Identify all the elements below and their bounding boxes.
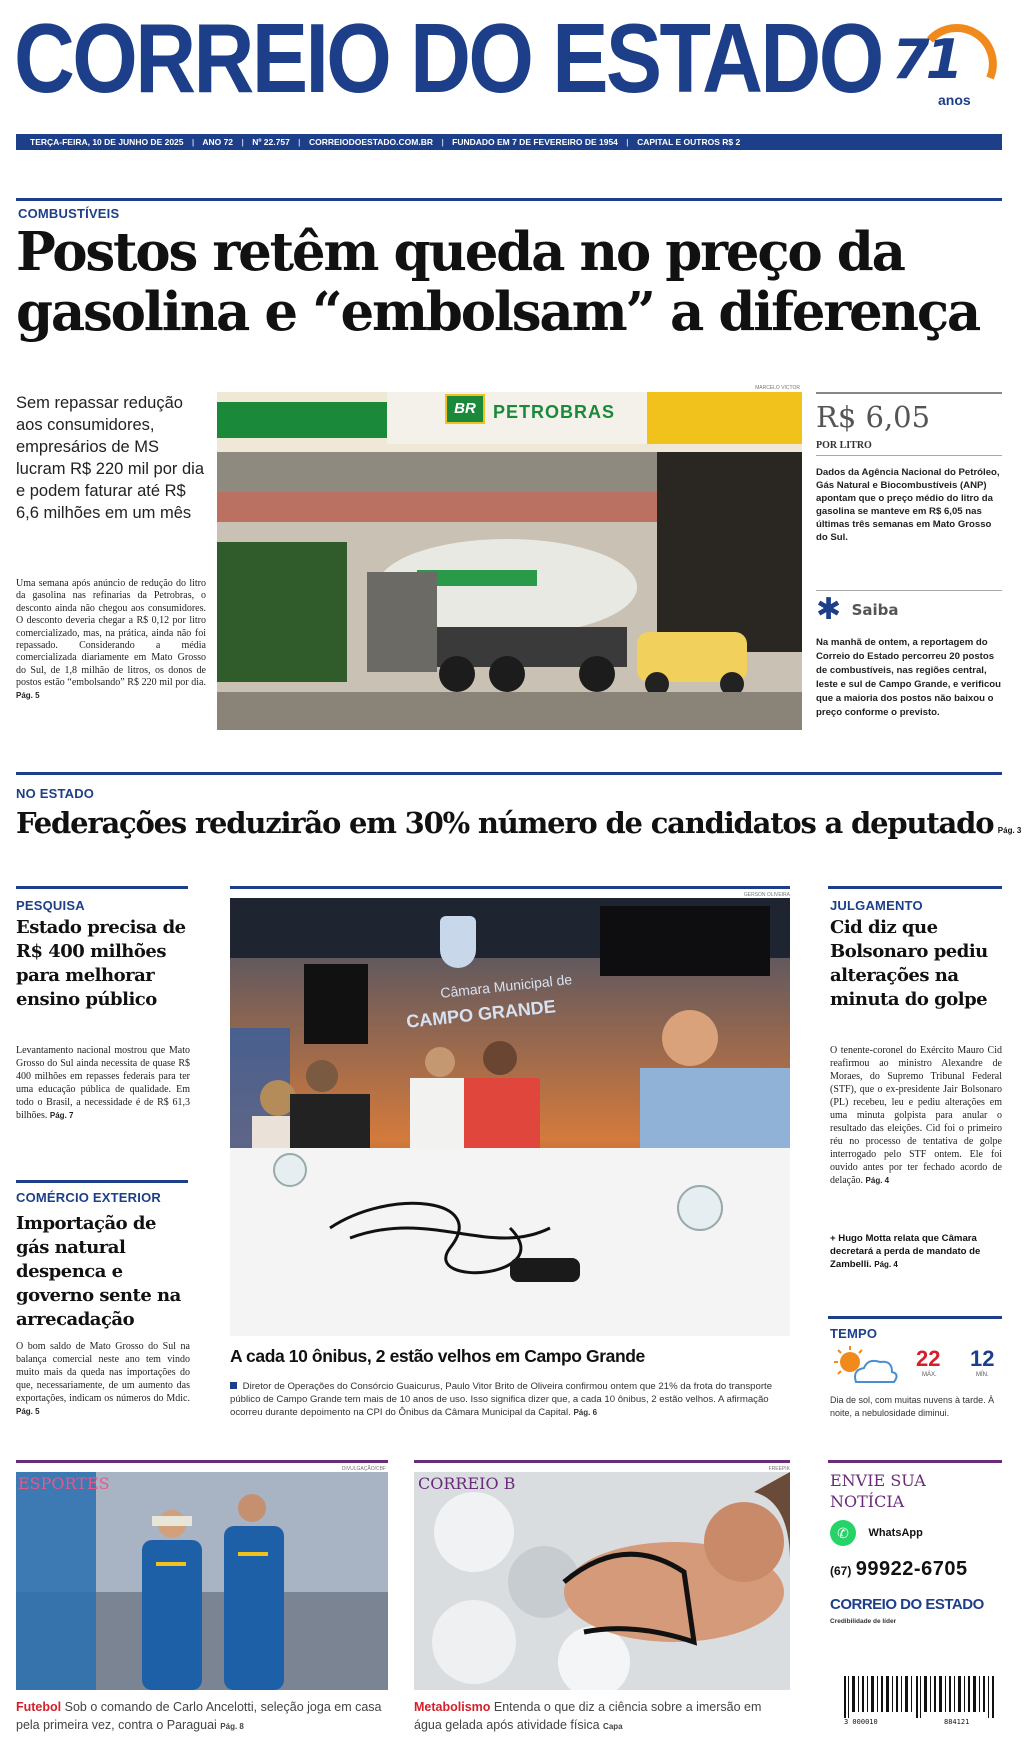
barcode-bars [844, 1676, 1000, 1718]
anniversary-number: 71 [892, 28, 960, 91]
right-body: O tenente-coronel do Exército Mauro Cid reafirmou ao ministro Alexandre de Moraes, do Supremo Tribunal Federal (STF), que o ex-presidente Jair Bolsonaro (PL) recebeu, leu e pediu alterações em uma minuta golpista para anular o resultado das eleições. Cid foi o primeiro réu no processo de tentativa de golpe interrogado pelo STF ontem. Ele foi ouvido antes por ter fechado acordo de delação. [830, 1045, 1002, 1186]
football-players-illustration [16, 1472, 388, 1690]
sports-rule [16, 1460, 388, 1463]
council-crest-icon [440, 916, 476, 968]
info-founded: FUNDADO EM 7 DE FEVEREIRO DE 1954 [452, 137, 618, 147]
story1-page-ref: Pág. 7 [49, 1111, 74, 1120]
lead-body [16, 578, 206, 702]
petrol-station-illustration [217, 392, 802, 730]
send-title: ENVIE SUA NOTÍCIA [830, 1471, 926, 1511]
lead-headline: Postos retêm queda no preço da gasolina e “embolsam” a diferença [16, 221, 980, 343]
lead-deck: Sem repassar redução aos consumidores, empresários de MS lucram R$ 220 mil por dia e podem faturar até R$ 6,6 milhões em um mês [16, 394, 204, 522]
left-col-rule-2 [16, 1180, 188, 1183]
right-page-ref: Pág. 4 [865, 1176, 890, 1185]
saiba-rule [816, 590, 1002, 591]
right-col-rule [828, 886, 1002, 889]
lead-photo [217, 392, 802, 730]
sun-cloud-icon [830, 1344, 900, 1388]
left-col-rule-1 [16, 886, 188, 889]
saiba-text: Na manhã de ontem, a reportagem do Correio do Estado percorreu 20 postos de combustíveis, nas regiões central, leste e sul de Campo Grande, e verificou que a maioria dos postos não baixou o preço conforme o previsto. [816, 637, 1002, 718]
price-unit: POR LITRO [816, 440, 872, 451]
saiba-title: Saiba [851, 601, 899, 619]
phone-number: 99922-6705 [855, 1558, 968, 1580]
lead-body-text: Uma semana após anúncio de redução do litro da gasolina nas refinarias da Petrobras, o desconto ainda não chegou aos consumidores. O desconto deveria chegar a R$ 0,12 por litro comercializado, mas, na prática, ainda não foi repassado. Considerando a média comercializada diariamente em Mato Grosso do Sul, de 1,8 milhão de litros, os donos de postos estão “embolsando” R$ 220 mil por dia. [16, 578, 206, 689]
barcode-left: 3 000010 [844, 1718, 878, 1726]
anniversary-word: anos [938, 92, 971, 108]
correiob-text: Entenda o que diz a ciência sobre a imersão em água gelada após atividade física [414, 1700, 762, 1732]
second-kicker: NO ESTADO [16, 786, 95, 801]
info-year: ANO 72 [202, 137, 234, 147]
barcode-right: 884121 [944, 1718, 970, 1726]
correiob-rule [414, 1460, 790, 1463]
correiob-caption-wrap [414, 1698, 790, 1736]
second-top-rule [16, 772, 1002, 775]
barcode [844, 1676, 1000, 1728]
ice-bath-illustration [414, 1472, 790, 1690]
send-brand: CORREIO DO ESTADO [830, 1596, 984, 1613]
send-rule [828, 1460, 1002, 1463]
second-headline-wrap [16, 806, 1022, 840]
info-website[interactable]: CORREIODOESTADO.COM.BR [308, 137, 433, 147]
lead-page-ref: Pág. 5 [16, 690, 40, 700]
weather-max: 22 [916, 1346, 941, 1371]
price-top-rule [816, 392, 1002, 394]
center-caption: Diretor de Operações do Consórcio Guaicurus, Paulo Vitor Brito de Oliveira confirmou ontem que 21% da frota do transporte público de Campo Grande tem mais de 10 anos de uso. Isso significa dizer que, a cada 10 ônibus, 2 estão velhos. A afirmação ocorreu durante depoimento na CPI do Ônibus da Câmara Municipal da Capital. [230, 1381, 773, 1418]
right-extra: + Hugo Motta relata que Câmara decretará a perda de mandato de Zambelli. [830, 1233, 981, 1270]
sports-text: Sob o comando de Carlo Ancelotti, seleção joga em casa pela primeira vez, contra o Paraguai [16, 1700, 382, 1732]
masthead-title: CORREIO DO ESTADO [14, 3, 882, 113]
story2-kicker: COMÉRCIO EXTERIOR [16, 1190, 161, 1205]
story2-body-wrap [16, 1340, 190, 1418]
whatsapp-row[interactable] [830, 1520, 923, 1546]
lead-top-rule [16, 198, 1002, 201]
story2-body: O bom saldo de Mato Grosso do Sul na balança comercial neste ano tem vindo muito mais da queda nas importações do que, necessariamente, de um aumento das exportações, indicam os números do Mdic. [16, 1341, 190, 1404]
sports-section: ESPORTES [18, 1474, 110, 1493]
weather-max-label: MÁX. [922, 1372, 937, 1378]
council-sign-top: Câmara Municipal de [439, 971, 573, 1001]
second-headline: Federações reduzirão em 30% número de candidatos a deputado [16, 806, 994, 840]
correiob-photo-credit: FREEPIK [768, 1466, 790, 1472]
story1-body: Levantamento nacional mostrou que Mato Grosso do Sul ainda necessita de quase R$ 400 milhões em repasses federais para ter uma educação pública de qualidade. Em todo o Brasil, a necessidade é de R$ 61,3 bilhões. [16, 1045, 190, 1121]
center-caption-headline: A cada 10 ônibus, 2 estão velhos em Campo Grande [230, 1346, 645, 1366]
anniversary-logo [890, 18, 1000, 118]
right-extra-wrap [830, 1232, 1002, 1271]
weather-icon [830, 1344, 900, 1388]
weather-text: Dia de sol, com muitas nuvens à tarde. À noite, a nebulosidade diminui. [830, 1395, 995, 1418]
sports-page-ref: Pág. 8 [220, 1722, 244, 1731]
story2-headline: Importação de gás natural despenca e governo sente na arrecadação [16, 1213, 181, 1330]
right-headline: Cid diz que Bolsonaro pediu alterações na minuta do golpe [830, 917, 988, 1010]
center-top-rule [230, 886, 790, 889]
petrobras-sign: PETROBRAS [493, 402, 616, 422]
correiob-page-ref: Capa [603, 1722, 623, 1731]
lead-kicker: COMBUSTÍVEIS [18, 206, 120, 221]
sports-lead: Futebol [16, 1700, 62, 1714]
caption-square-icon [230, 1382, 237, 1389]
center-page-ref: Pág. 6 [573, 1408, 598, 1417]
info-number: Nº 22.757 [252, 137, 290, 147]
price-divider [816, 455, 1002, 456]
right-extra-ref: Pág. 4 [874, 1260, 898, 1269]
petrobras-logo: BR [454, 400, 476, 417]
story2-page-ref: Pág. 5 [16, 1407, 40, 1416]
story1-headline: Estado precisa de R$ 400 milhões para melhorar ensino público [16, 917, 186, 1010]
center-photo [230, 898, 790, 1336]
weather-kicker: TEMPO [830, 1326, 878, 1341]
right-body-wrap [830, 1044, 1002, 1187]
info-price: CAPITAL E OUTROS R$ 2 [637, 137, 741, 147]
correiob-lead: Metabolismo [414, 1700, 491, 1714]
whatsapp-icon: ✆ [830, 1520, 856, 1546]
whatsapp-label: WhatsApp [868, 1527, 923, 1539]
center-caption-wrap [230, 1380, 790, 1419]
second-page-ref: Pág. 3 [997, 826, 1022, 835]
council-meeting-illustration [230, 898, 790, 1336]
story1-kicker: PESQUISA [16, 898, 85, 913]
petrobras-logo-box [445, 394, 485, 424]
sports-photo [16, 1472, 388, 1690]
correiob-photo [414, 1472, 790, 1690]
weather-min-label: MÍN. [976, 1372, 989, 1378]
weather-min: 12 [970, 1346, 995, 1371]
info-date: TERÇA-FEIRA, 10 DE JUNHO DE 2025 [30, 137, 184, 147]
sports-caption-wrap [16, 1698, 388, 1736]
council-sign-city: CAMPO GRANDE [405, 996, 557, 1032]
weather-rule [828, 1316, 1002, 1319]
asterisk-icon: ✱ [816, 593, 842, 626]
sports-photo-credit: DIVULGAÇÃO/CBF [341, 1466, 386, 1472]
center-photo-credit: GERSON OLIVEIRA [743, 892, 790, 898]
info-bar: TERÇA-FEIRA, 10 DE JUNHO DE 2025 | ANO 72 | Nº 22.757 | CORREIODOESTADO.COM.BR | FUNDADO EM 7 DE FEVEREIRO DE 1954 | CAPITAL E OUTROS R$ 2 [16, 134, 1002, 150]
price-value: R$ 6,05 [816, 400, 931, 434]
masthead [0, 0, 1024, 147]
phone-prefix: (67) [830, 1564, 852, 1578]
price-text: Dados da Agência Nacional do Petróleo, Gás Natural e Biocombustíveis (ANP) apontam que o preço médio do litro da gasolina se manteve em R$ 6,05 nas últimas três semanas em Mato Grosso do Sul. [816, 467, 1000, 543]
phone-row[interactable] [830, 1558, 968, 1581]
correiob-section: CORREIO B [418, 1474, 516, 1493]
send-tagline: Credibilidade de líder [830, 1618, 897, 1625]
saiba-header [816, 593, 899, 626]
story1-body-wrap [16, 1044, 190, 1122]
lead-photo-credit: MARCELO VICTOR [755, 385, 800, 391]
right-kicker: JULGAMENTO [830, 898, 923, 913]
